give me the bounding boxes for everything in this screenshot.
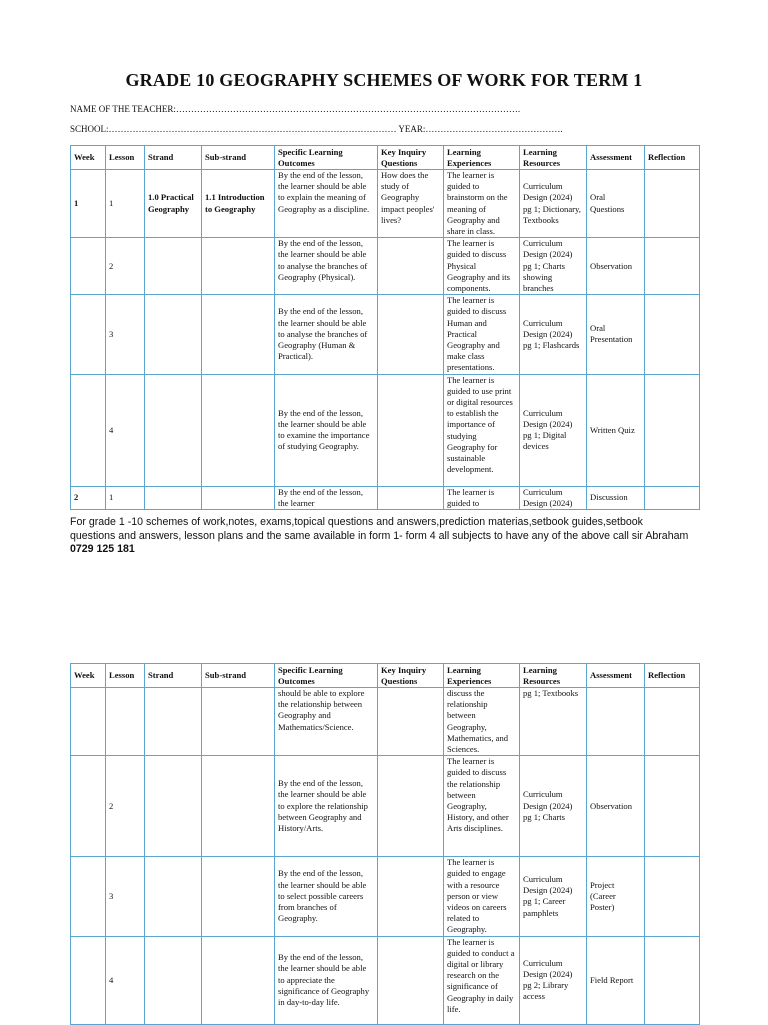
header-substrand: Sub-strand (202, 146, 275, 170)
cell-experiences: The learner is guided to discuss the relationship between Geography, History, and other Arts disciplines. (444, 756, 520, 857)
table-row (71, 688, 700, 756)
header-reflection: Reflection (645, 146, 700, 170)
header-reflection: Reflection (645, 664, 700, 688)
cell-assessment: Observation (587, 238, 645, 295)
cell-reflection (645, 170, 700, 238)
cell-outcomes: By the end of the lesson, the learner should be able to explore the relationship between Geography and History/Arts. (275, 756, 378, 857)
cell-outcomes: By the end of the lesson, the learner should be able to analyse the branches of Geography (Physical). (275, 238, 378, 295)
cell-inquiry (378, 486, 444, 509)
cell-substrand (202, 238, 275, 295)
header-experiences: Learning Experiences (444, 664, 520, 688)
cell-resources: Curriculum Design (2024) pg 1; Charts (520, 756, 587, 857)
cell-inquiry: How does the study of Geography impact peoples' lives? (378, 170, 444, 238)
cell-assessment: Oral Questions (587, 170, 645, 238)
cell-experiences: discuss the relationship between Geography, Mathematics, and Sciences. (444, 688, 520, 756)
cell-lesson: 2 (106, 756, 145, 857)
cell-strand (145, 374, 202, 486)
cell-week (71, 688, 106, 756)
cell-assessment: Observation (587, 756, 645, 857)
cell-resources: pg 1; Textbooks (520, 688, 587, 756)
cell-resources: Curriculum Design (2024) pg 2; Library access (520, 936, 587, 1024)
cell-week (71, 936, 106, 1024)
cell-resources: Curriculum Design (2024) pg 1; Career pamphlets (520, 857, 587, 936)
header-resources: Learning Resources (520, 146, 587, 170)
schemes-table-1 (70, 145, 700, 510)
cell-outcomes: By the end of the lesson, the learner should be able to examine the importance of studying Geography. (275, 374, 378, 486)
advert-phone: 0729 125 181 (70, 543, 135, 555)
cell-substrand (202, 295, 275, 374)
advert-paragraph (70, 516, 690, 557)
cell-experiences: The learner is guided to use print or digital resources to establish the importance of studying Geography for sustainable development. (444, 374, 520, 486)
table-row (71, 374, 700, 486)
cell-reflection (645, 374, 700, 486)
cell-lesson (106, 688, 145, 756)
cell-strand (145, 238, 202, 295)
header-inquiry: Key Inquiry Questions (378, 664, 444, 688)
cell-assessment: Field Report (587, 936, 645, 1024)
table-row (71, 238, 700, 295)
header-outcomes: Specific Learning Outcomes (275, 664, 378, 688)
cell-substrand (202, 486, 275, 509)
cell-assessment: Written Quiz (587, 374, 645, 486)
header-strand: Strand (145, 664, 202, 688)
cell-lesson: 1 (106, 170, 145, 238)
cell-resources: Curriculum Design (2024) pg 1; Digital devices (520, 374, 587, 486)
cell-substrand (202, 688, 275, 756)
header-lesson: Lesson (106, 146, 145, 170)
table-row (71, 486, 700, 509)
cell-week (71, 857, 106, 936)
cell-assessment: Discussion (587, 486, 645, 509)
cell-lesson: 4 (106, 374, 145, 486)
cell-reflection (645, 238, 700, 295)
cell-strand (145, 295, 202, 374)
cell-reflection (645, 688, 700, 756)
cell-experiences: The learner is guided to engage with a resource person or view videos on careers related to Geography. (444, 857, 520, 936)
cell-resources: Curriculum Design (2024) (520, 486, 587, 509)
cell-inquiry (378, 374, 444, 486)
cell-substrand (202, 857, 275, 936)
cell-experiences: The learner is guided to discuss Physical Geography and its components. (444, 238, 520, 295)
cell-lesson: 2 (106, 238, 145, 295)
cell-reflection (645, 756, 700, 857)
cell-substrand (202, 756, 275, 857)
table-row (71, 295, 700, 374)
teacher-name-line: NAME OF THE TEACHER:……………………………………………………………………………………………………. (70, 104, 521, 114)
school-year-line: SCHOOL:…………………………………………………………………………………… YEAR:………………………………………. (70, 124, 563, 134)
cell-week (71, 756, 106, 857)
header-assessment: Assessment (587, 664, 645, 688)
cell-resources: Curriculum Design (2024) pg 1; Dictionary, Textbooks (520, 170, 587, 238)
header-assessment: Assessment (587, 146, 645, 170)
cell-experiences: The learner is guided to discuss Human and Practical Geography and make class presentations. (444, 295, 520, 374)
cell-strand (145, 756, 202, 857)
document-title: GRADE 10 GEOGRAPHY SCHEMES OF WORK FOR TERM 1 (125, 70, 643, 90)
cell-reflection (645, 857, 700, 936)
advert-text: For grade 1 -10 schemes of work,notes, exams,topical questions and answers,prediction materias,setbook guides,setbook questions and answers, lesson plans and the same available in form 1- form 4 all subjects to have any of the above call sir Abraham (70, 516, 689, 542)
cell-outcomes: By the end of the lesson, the learner should be able to analyse the branches of Geography (Human & Practical). (275, 295, 378, 374)
header-week: Week (71, 146, 106, 170)
cell-inquiry (378, 238, 444, 295)
cell-lesson: 1 (106, 486, 145, 509)
cell-experiences: The learner is guided to (444, 486, 520, 509)
cell-outcomes: should be able to explore the relationship between Geography and Mathematics/Science. (275, 688, 378, 756)
cell-outcomes: By the end of the lesson, the learner should be able to select possible careers from branches of Geography. (275, 857, 378, 936)
header-inquiry: Key Inquiry Questions (378, 146, 444, 170)
cell-strand (145, 486, 202, 509)
cell-reflection (645, 486, 700, 509)
cell-strand (145, 688, 202, 756)
cell-resources: Curriculum Design (2024) pg 1; Flashcards (520, 295, 587, 374)
table-header-row (71, 664, 700, 688)
cell-substrand: 1.1 Introduction to Geography (202, 170, 275, 238)
cell-assessment (587, 688, 645, 756)
cell-strand (145, 936, 202, 1024)
table-row (71, 170, 700, 238)
cell-experiences: The learner is guided to conduct a digital or library research on the significance of Geography in daily life. (444, 936, 520, 1024)
cell-week (71, 374, 106, 486)
cell-inquiry (378, 295, 444, 374)
table-row (71, 857, 700, 936)
cell-lesson: 3 (106, 857, 145, 936)
header-substrand: Sub-strand (202, 664, 275, 688)
cell-inquiry (378, 936, 444, 1024)
cell-assessment: Project (Career Poster) (587, 857, 645, 936)
cell-lesson: 3 (106, 295, 145, 374)
cell-week (71, 295, 106, 374)
header-experiences: Learning Experiences (444, 146, 520, 170)
header-outcomes: Specific Learning Outcomes (275, 146, 378, 170)
cell-experiences: The learner is guided to brainstorm on the meaning of Geography and share in class. (444, 170, 520, 238)
table-row (71, 756, 700, 857)
cell-outcomes: By the end of the lesson, the learner (275, 486, 378, 509)
header-lesson: Lesson (106, 664, 145, 688)
cell-week: 2 (71, 486, 106, 509)
cell-assessment: Oral Presentation (587, 295, 645, 374)
cell-inquiry (378, 756, 444, 857)
cell-outcomes: By the end of the lesson, the learner should be able to appreciate the significance of Geography in day-to-day life. (275, 936, 378, 1024)
cell-substrand (202, 936, 275, 1024)
cell-substrand (202, 374, 275, 486)
cell-inquiry (378, 857, 444, 936)
cell-strand: 1.0 Practical Geography (145, 170, 202, 238)
cell-outcomes: By the end of the lesson, the learner should be able to explain the meaning of Geography as a discipline. (275, 170, 378, 238)
cell-inquiry (378, 688, 444, 756)
cell-resources: Curriculum Design (2024) pg 1; Charts showing branches (520, 238, 587, 295)
header-resources: Learning Resources (520, 664, 587, 688)
header-strand: Strand (145, 146, 202, 170)
table-header-row (71, 146, 700, 170)
header-week: Week (71, 664, 106, 688)
cell-week: 1 (71, 170, 106, 238)
cell-strand (145, 857, 202, 936)
schemes-table-2 (70, 663, 700, 1025)
cell-reflection (645, 295, 700, 374)
table-row (71, 936, 700, 1024)
cell-reflection (645, 936, 700, 1024)
cell-week (71, 238, 106, 295)
cell-lesson: 4 (106, 936, 145, 1024)
